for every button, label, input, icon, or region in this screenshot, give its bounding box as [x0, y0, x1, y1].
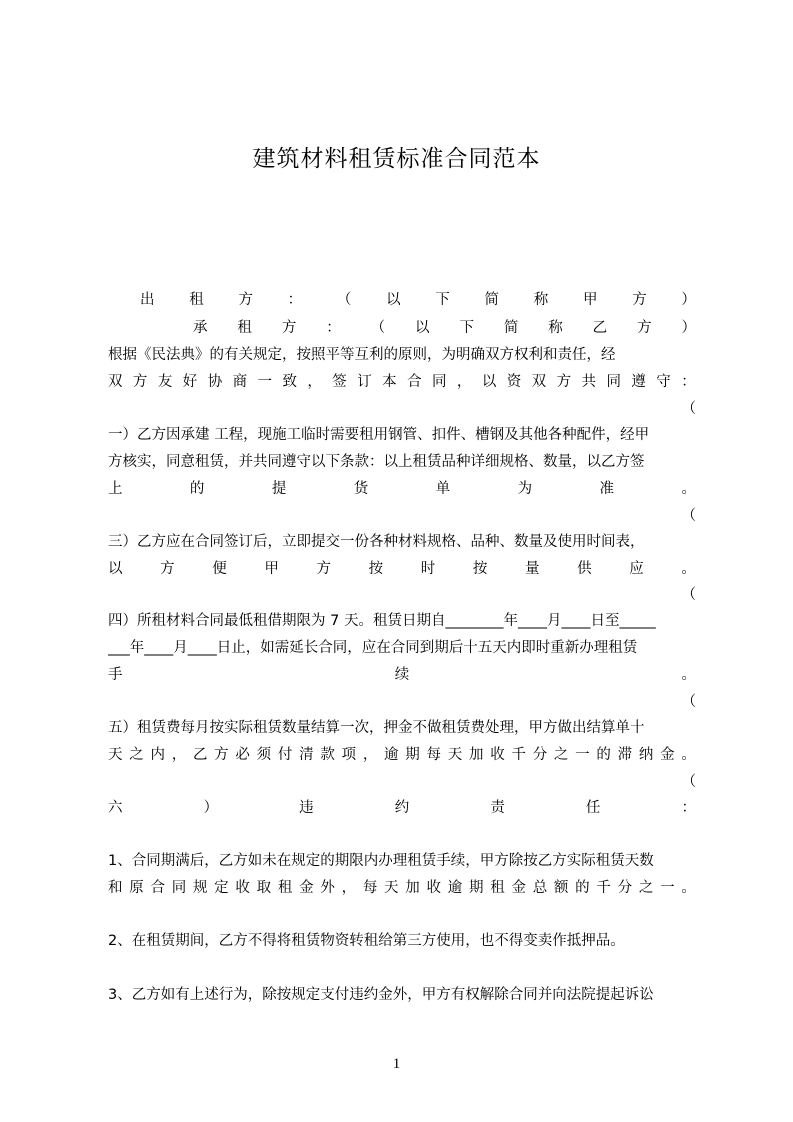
justified-char: 称: [548, 320, 563, 336]
justified-char: 天: [108, 747, 123, 763]
clause-4-line-3: [108, 665, 696, 685]
justified-char: 金: [511, 880, 526, 896]
justified-char: 方: [132, 374, 148, 390]
justified-char: 收: [235, 880, 250, 896]
justified-char: 租: [490, 880, 505, 896]
clause-3-line-2: [108, 559, 696, 579]
clause-6-heading: [108, 798, 696, 818]
justified-char: ）: [681, 292, 696, 308]
justified-char: 甲: [264, 561, 279, 577]
justified-char: 。: [681, 880, 696, 896]
justified-char: 期: [405, 747, 420, 763]
justified-char: 方: [238, 292, 253, 308]
justified-char: 纳: [638, 747, 654, 763]
justified-char: 租: [189, 292, 204, 308]
clause-6-bracket: （: [681, 774, 696, 790]
justified-char: 约: [394, 800, 410, 816]
justified-char: 上: [108, 481, 123, 497]
preamble-line-1: 根据《民法典》的有关规定，按照平等互利的原则，为明确双方权利和责任，经: [108, 347, 616, 363]
justified-char: 租: [237, 320, 252, 336]
justified-char: 千: [511, 747, 526, 763]
justified-char: 以: [108, 561, 123, 577]
justified-char: 为: [517, 481, 533, 497]
justified-char: 守: [656, 374, 671, 390]
clause-1-line-3: [108, 479, 696, 499]
justified-char: 称: [533, 292, 549, 308]
justified-char: 方: [316, 561, 331, 577]
justified-char: 的: [596, 747, 611, 763]
justified-char: 一: [575, 747, 590, 763]
justified-char: 手: [108, 667, 123, 683]
justified-char: 加: [468, 747, 484, 763]
page-number: 1: [392, 1056, 401, 1072]
penalty-2-line: 2、在租赁期间，乙方不得将租赁物资转租给第三方使用，也不得变卖作抵押品。: [108, 933, 625, 949]
justified-char: 续: [394, 667, 410, 683]
justified-char: 简: [503, 320, 519, 336]
justified-char: 致: [282, 374, 297, 390]
justified-char: 量: [525, 561, 540, 577]
justified-char: 。: [681, 667, 696, 683]
justified-char: 天: [384, 880, 399, 896]
justified-char: 一: [257, 374, 273, 390]
justified-char: ：: [681, 374, 696, 390]
justified-char: 以: [386, 292, 401, 308]
justified-char: （: [336, 292, 352, 308]
justified-char: 内: [150, 747, 165, 763]
justified-char: 时: [420, 561, 436, 577]
justified-char: 额: [553, 880, 569, 896]
penalty-3-line: 3、乙方如有上述行为，除按规定支付违约金外，甲方有权解除合同并向法院提起诉讼: [108, 987, 654, 1003]
justified-char: （: [370, 320, 386, 336]
justified-char: 方: [632, 292, 647, 308]
justified-char: 定: [214, 880, 229, 896]
justified-char: 逾: [384, 747, 399, 763]
justified-char: 分: [532, 747, 548, 763]
justified-char: 滞: [617, 747, 633, 763]
justified-char: 收: [490, 747, 505, 763]
penalty-1-line-2: [108, 878, 696, 898]
justified-char: 出: [140, 292, 155, 308]
justified-char: 之: [638, 880, 654, 896]
justified-char: ：: [287, 292, 303, 308]
justified-char: 本: [382, 374, 397, 390]
justified-char: 取: [256, 880, 272, 896]
justified-char: 货: [353, 481, 369, 497]
justified-char: 逾: [447, 880, 463, 896]
justified-char: 以: [481, 374, 497, 390]
justified-char: 单: [435, 481, 451, 497]
justified-char: 双: [108, 374, 123, 390]
clause-5-bracket: （: [681, 694, 696, 710]
justified-char: 总: [532, 880, 548, 896]
justified-char: 任: [585, 800, 601, 816]
justified-char: 责: [490, 800, 505, 816]
justified-char: 协: [207, 374, 223, 390]
justified-char: ，: [341, 880, 357, 896]
justified-char: 的: [575, 880, 590, 896]
justified-char: 应: [629, 561, 644, 577]
justified-char: 收: [426, 880, 442, 896]
justified-char: 合: [150, 880, 165, 896]
clause-1-line-2: 方核实，同意租赁，并共同遵守以下条款：以上租赁品种详细规格、数量，以乙方签: [108, 454, 645, 470]
justified-char: 租: [277, 880, 293, 896]
justified-char: 方: [214, 747, 229, 763]
clause-1-line-1: 一）乙方因承建 工程，现施工临时需要租用钢管、扣件、槽钢及其他各种配件，经甲: [108, 427, 650, 443]
justified-char: 六: [108, 800, 123, 816]
justified-char: 必: [235, 747, 250, 763]
justified-char: 每: [426, 747, 442, 763]
justified-char: 方: [556, 374, 572, 390]
justified-char: 共: [581, 374, 597, 390]
justified-char: 。: [681, 561, 696, 577]
justified-char: 友: [157, 374, 173, 390]
justified-char: 分: [617, 880, 633, 896]
justified-char: 签: [332, 374, 347, 390]
justified-char: 遵: [631, 374, 646, 390]
clause-3-line-1: 三）乙方应在合同签订后，立即提交一份各种材料规格、品种、数量及使用时间表，: [108, 534, 645, 550]
preamble-line-2: [108, 372, 696, 392]
lessor-line: [140, 290, 696, 310]
justified-char: 同: [171, 880, 187, 896]
justified-char: 千: [596, 880, 611, 896]
lessee-line: [193, 318, 696, 338]
justified-char: 原: [129, 880, 144, 896]
justified-char: ）: [681, 320, 696, 336]
clause-3-bracket: （: [681, 508, 696, 524]
justified-char: 提: [271, 481, 287, 497]
justified-char: 供: [577, 561, 592, 577]
justified-char: 便: [212, 561, 227, 577]
justified-char: 金: [299, 880, 314, 896]
justified-char: 天: [447, 747, 463, 763]
justified-char: 之: [553, 747, 569, 763]
justified-char: ：: [326, 320, 341, 336]
justified-char: 资: [506, 374, 522, 390]
clause-4-line-1: 四）所租材料合同最低租借期限为 7 天。租赁日期自________年____月____日至_____: [108, 613, 656, 629]
justified-char: 。: [681, 481, 696, 497]
justified-char: ，: [456, 374, 472, 390]
justified-char: ，: [307, 374, 322, 390]
justified-char: 乙: [192, 747, 208, 763]
justified-char: ：: [681, 800, 696, 816]
justified-char: 简: [484, 292, 500, 308]
clause-4-bracket: （: [681, 587, 696, 603]
justified-char: 清: [299, 747, 314, 763]
justified-char: 每: [362, 880, 378, 896]
justified-char: 以: [415, 320, 430, 336]
justified-char: 按: [368, 561, 384, 577]
penalty-1-line-1: 1、合同期满后，乙方如未在规定的期限内办理租赁手续，甲方除按乙方实际租赁天数: [108, 853, 654, 869]
justified-char: 金: [660, 747, 675, 763]
justified-char: 方: [160, 561, 175, 577]
justified-char: 之: [129, 747, 144, 763]
justified-char: 下: [435, 292, 450, 308]
justified-char: 乙: [592, 320, 608, 336]
justified-char: 商: [232, 374, 248, 390]
justified-char: 同: [606, 374, 621, 390]
justified-char: 方: [281, 320, 297, 336]
justified-char: ，: [171, 747, 187, 763]
justified-char: 须: [256, 747, 272, 763]
justified-char: 违: [299, 800, 314, 816]
justified-char: 合: [407, 374, 422, 390]
clause-5-line-1: 五）租赁费每月按实际租赁数量结算一次，押金不做租赁费处理，甲方做出结算单十: [108, 720, 645, 736]
justified-char: 规: [192, 880, 208, 896]
document-title: 建筑材料租赁标准合同范本: [252, 146, 541, 172]
justified-char: 期: [468, 880, 484, 896]
justified-char: 款: [320, 747, 335, 763]
clause-1-bracket: （: [681, 401, 696, 417]
justified-char: 和: [108, 880, 123, 896]
justified-char: 外: [320, 880, 335, 896]
justified-char: 方: [637, 320, 652, 336]
justified-char: 甲: [582, 292, 598, 308]
justified-char: 一: [660, 880, 675, 896]
justified-char: 承: [193, 320, 208, 336]
clause-5-line-2: [108, 745, 696, 765]
justified-char: 。: [681, 747, 696, 763]
justified-char: ）: [203, 800, 219, 816]
justified-char: 双: [531, 374, 547, 390]
justified-char: 加: [405, 880, 420, 896]
clause-4-line-2: ___年____月____日止，如需延长合同，应在合同到期后十五天内即时重新办理租赁: [108, 640, 638, 656]
justified-char: 同: [431, 374, 447, 390]
justified-char: ，: [362, 747, 378, 763]
justified-char: 好: [182, 374, 198, 390]
justified-char: 订: [357, 374, 372, 390]
justified-char: 的: [189, 481, 205, 497]
justified-char: 下: [459, 320, 474, 336]
justified-char: 准: [599, 481, 615, 497]
justified-char: 项: [341, 747, 357, 763]
justified-char: 付: [277, 747, 293, 763]
justified-char: 按: [472, 561, 488, 577]
